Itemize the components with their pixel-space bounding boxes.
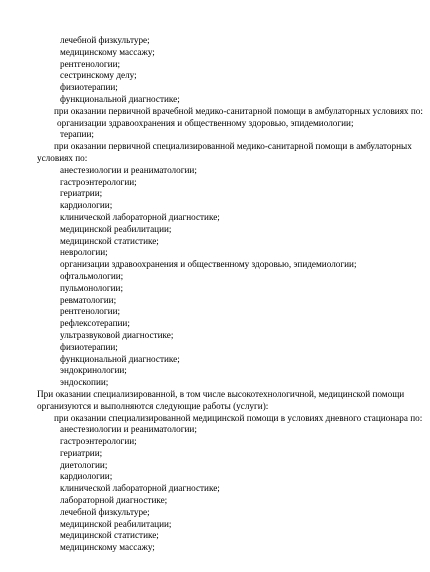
document-line: медицинской статистике;: [60, 530, 159, 541]
document-line: кардиологии;: [60, 471, 113, 482]
document-line: при оказании специализированной медицинской помощи в условиях дневного стационара по:: [54, 412, 423, 423]
document-line: организуются и выполняются следующие работы (услуги):: [37, 400, 269, 411]
document-line: медицинской реабилитации;: [60, 518, 172, 529]
document-line: гастроэнтерологии;: [60, 436, 137, 447]
document-line: организации здравоохранения и общественному здоровью, эпидемиологии;: [57, 117, 354, 128]
document-line: лабораторной диагностике;: [60, 495, 168, 506]
document-line: рентгенологии;: [60, 306, 121, 317]
document-line: физиотерапии;: [60, 82, 118, 93]
document-line: функциональной диагностике;: [60, 93, 180, 104]
document-line: анестезиологии и реаниматологии;: [60, 424, 197, 435]
document-line: медицинскому массажу;: [60, 542, 155, 553]
document-line: рентгенологии;: [60, 58, 121, 69]
document-line: лечебной физкультуре;: [60, 35, 150, 45]
document-line: клинической лабораторной диагностике;: [60, 211, 220, 222]
document-line: лечебной физкультуре;: [60, 506, 150, 517]
document-line: офтальмологии;: [60, 270, 124, 281]
document-line: пульмонологии;: [60, 282, 124, 293]
document-line: диетологии;: [60, 459, 108, 470]
document-line: при оказании первичной специализированной медико-санитарной помощи в амбулаторных: [54, 141, 412, 152]
document-line: гериатрии;: [60, 188, 103, 199]
document-line: физиотерапии;: [60, 341, 118, 352]
document-line: медицинской реабилитации;: [60, 223, 172, 234]
document-line: эндоскопии;: [60, 377, 109, 388]
document-line: организации здравоохранения и общественному здоровью, эпидемиологии;: [60, 259, 357, 270]
document-line: анестезиологии и реаниматологии;: [60, 164, 197, 175]
document-line: рефлексотерапии;: [60, 318, 130, 329]
document-line: гастроэнтерологии;: [60, 176, 137, 187]
document-line: медицинскому массажу;: [60, 46, 155, 57]
document-line: сестринскому делу;: [60, 70, 137, 81]
document-line: эндокринологии;: [60, 365, 127, 376]
document-line: терапии;: [60, 129, 94, 140]
document-line: клинической лабораторной диагностике;: [60, 483, 220, 494]
document-line: ревматологии;: [60, 294, 117, 305]
document-line: условиях по:: [37, 152, 88, 163]
document-body: [0, 35, 430, 554]
document-line: медицинской статистике;: [60, 235, 159, 246]
document-line: При оказании специализированной, в том числе высокотехнологичной, медицинской помощи: [37, 388, 405, 399]
document-line: функциональной диагностике;: [60, 353, 180, 364]
document-line: ультразвуковой диагностике;: [60, 329, 174, 340]
document-line: кардиологии;: [60, 200, 113, 211]
document-line: неврологии;: [60, 247, 108, 258]
document-line: гериатрии;: [60, 447, 103, 458]
document-line: при оказании первичной врачебной медико-санитарной помощи в амбулаторных условиях по:: [54, 105, 423, 116]
